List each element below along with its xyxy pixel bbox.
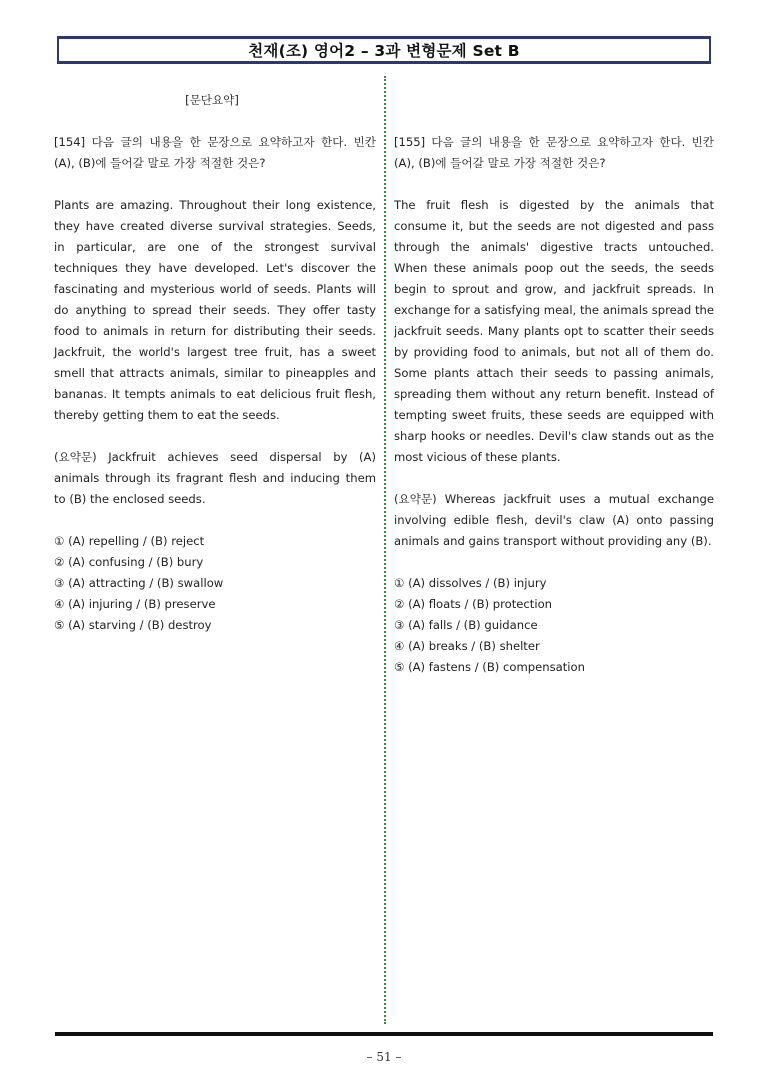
page-number: – 51 – [366, 1050, 402, 1064]
passage-155: The fruit flesh is digested by the animals that consume it, but the seeds are not digested and pass through the animals' digestive tracts untouched. When these animals poop out the seeds, the seeds begin to sprout and grow, and jackfruit spreads. In exchange for a satisfying meal, the animals spread the jackfruit seeds. Many plants opt to scatter their seeds by providing food to animals, but not all of them do. Some plants attach their seeds to passing animals, spreading them without any return benefit. Instead of tempting sweet fruits, these seeds are equipped with sharp hooks or needles. Devil's claw stands out as the most vicious of these plants. [394, 198, 714, 464]
choice-154-1[interactable]: ① (A) repelling / (B) reject [54, 534, 205, 548]
choice-155-4[interactable]: ④ (A) breaks / (B) shelter [394, 639, 540, 653]
right-column [394, 90, 714, 678]
passage-154: Plants are amazing. Throughout their long existence, they have created diverse survival strategies. Seeds, in particular, are one of the strongest survival techniques they have developed. Let's discover the fascinating and mysterious world of seeds. Plants will do anything to spread their seeds. They offer tasty food to animals in return for distributing their seeds. Jackfruit, the world's largest tree fruit, has a sweet smell that attracts animals, similar to pineapples and bananas. It tempts animals to eat delicious fruit flesh, thereby getting them to eat the seeds. [54, 198, 376, 422]
question-155: [155] 다음 글의 내용을 한 문장으로 요약하고자 한다. 빈칸 (A), (B)에 들어갈 말로 가장 적절한 것은? [394, 135, 714, 170]
summary-154: (요약문) Jackfruit achieves seed dispersal by (A) animals through its fragrant flesh and inducing them to (B) the enclosed seeds. [54, 450, 376, 506]
summary-155: (요약문) Whereas jackfruit uses a mutual exchange involving edible flesh, devil's claw (A) onto passing animals and gains transport without providing any (B). [394, 492, 714, 548]
choice-154-5[interactable]: ⑤ (A) starving / (B) destroy [54, 618, 212, 632]
choice-155-3[interactable]: ③ (A) falls / (B) guidance [394, 618, 538, 632]
choice-155-1[interactable]: ① (A) dissolves / (B) injury [394, 576, 547, 590]
page-title: 천재(조) 영어2 – 3과 변형문제 Set B [248, 42, 520, 60]
question-154: [154] 다음 글의 내용을 한 문장으로 요약하고자 한다. 빈칸 (A), (B)에 들어갈 말로 가장 적절한 것은? [54, 135, 376, 170]
left-column [54, 90, 376, 636]
choice-154-3[interactable]: ③ (A) attracting / (B) swallow [54, 576, 224, 590]
section-label: [문단요약] [185, 93, 239, 107]
footer-rule [55, 1032, 713, 1036]
choice-155-5[interactable]: ⑤ (A) fastens / (B) compensation [394, 660, 585, 674]
column-divider [384, 76, 386, 1024]
header-box [57, 36, 711, 64]
choice-154-4[interactable]: ④ (A) injuring / (B) preserve [54, 597, 216, 611]
choice-154-2[interactable]: ② (A) confusing / (B) bury [54, 555, 204, 569]
choice-155-2[interactable]: ② (A) floats / (B) protection [394, 597, 553, 611]
